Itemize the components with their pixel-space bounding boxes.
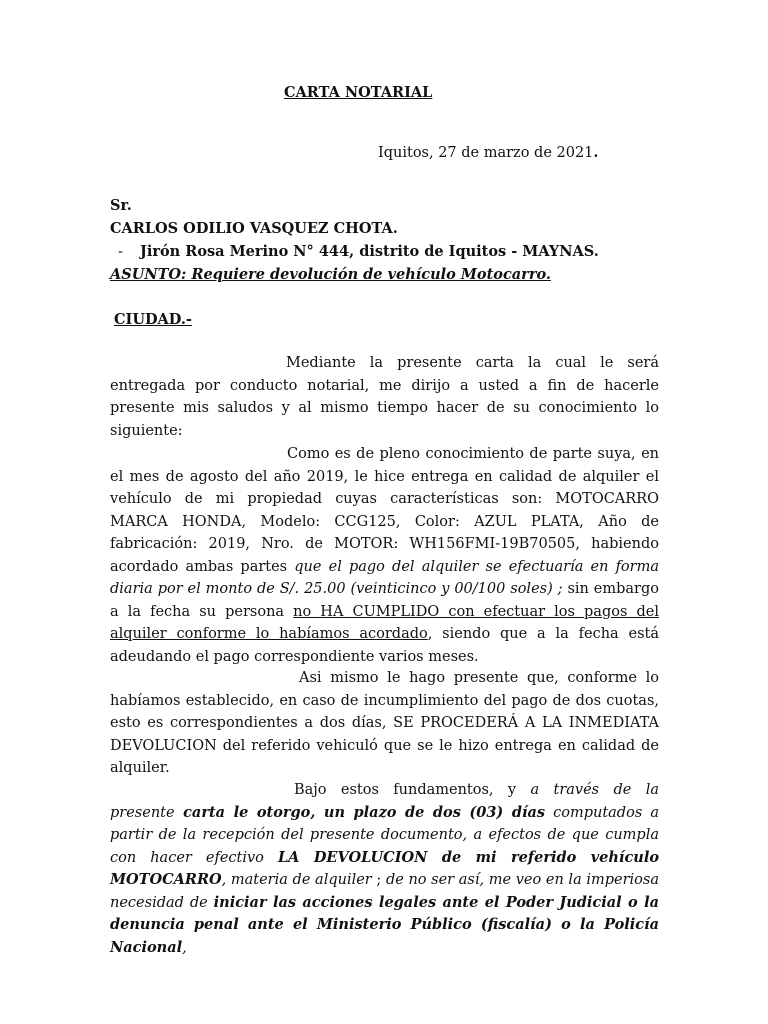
demand-s7: ; bbox=[371, 872, 386, 888]
demand-s2: a través de la presente bbox=[110, 782, 660, 821]
date-period: . bbox=[593, 144, 599, 161]
recipient-name: CARLOS ODILIO VASQUEZ CHOTA. bbox=[110, 220, 398, 237]
letter-date bbox=[378, 144, 598, 161]
city-line: CIUDAD.- bbox=[114, 311, 192, 328]
demand-s10: , bbox=[182, 939, 187, 956]
paragraph-demand-text bbox=[110, 779, 659, 959]
facts-payment-terms: que el pago del alquiler se efectuaría en forma diaria por el monto de S/. 25.00 (veinticinco y 00/100 soles) ; bbox=[110, 558, 659, 597]
paragraph-agreement-text: Asi mismo le hago presente que, conforme lo habíamos establecido, en caso de incumplimiento del pago de dos cuotas, esto es correspondientes a dos días, SE PROCEDERÁ A LA INMEDIATA DEVOLUCION del referido vehiculó que se le hizo entrega en calidad de alquiler. bbox=[110, 670, 659, 776]
demand-legal-actions: iniciar las acciones legales ante el Poder Judicial o la denuncia penal ante el Ministerio Público (fiscalía) o la Policía Nacional bbox=[110, 893, 659, 956]
demand-s8: de no ser así, me veo en la imperiosa necesidad de bbox=[110, 872, 659, 911]
address-dash: - bbox=[118, 244, 123, 260]
demand-s4: computados a partir de la recepción del presente documento, a efectos de que cumpla con hacer efectivo bbox=[110, 804, 659, 866]
facts-breach: no HA CUMPLIDO con efectuar los pagos del alquiler conforme lo habíamos acordado bbox=[110, 603, 659, 642]
facts-part3: , siendo que a la fecha está adeudando el pago correspondiente varios meses. bbox=[110, 626, 660, 665]
facts-part2: sin embargo a la fecha su persona bbox=[110, 581, 659, 620]
paragraph-intro bbox=[110, 352, 659, 442]
demand-s1: Bajo estos fundamentos, y bbox=[294, 782, 531, 798]
demand-s6: , materia de alquiler bbox=[221, 872, 372, 888]
recipient-address-line bbox=[118, 243, 599, 260]
document-title: CARTA NOTARIAL bbox=[284, 84, 433, 101]
demand-deadline: carta le otorgo, un plazo de dos (03) días bbox=[174, 803, 546, 821]
facts-part1: Como es de pleno conocimiento de parte suya, en el mes de agosto del año 2019, le hice entrega en calidad de alquiler el vehículo de mi propiedad cuyas características son: MOTOCARRO MARCA HONDA, Modelo: CCG125, Color: AZUL PLATA, Año de fabricación: 2019, Nro. de MOTOR: WH156FMI-19B70505, habiendo acordado ambas partes bbox=[110, 446, 659, 575]
paragraph-facts-text bbox=[110, 443, 659, 668]
recipient-address: Jirón Rosa Merino N° 444, distrito de Iquitos - MAYNAS. bbox=[140, 243, 599, 260]
recipient-salutation: Sr. bbox=[110, 197, 132, 214]
paragraph-intro-text: Mediante la presente carta la cual le será entregada por conducto notarial, me dirijo a usted a fin de hacerle presente mis saludos y al mismo tiempo hacer de su conocimiento lo siguiente: bbox=[110, 355, 659, 439]
demand-return: LA DEVOLUCION de mi referido vehículo MOTOCARRO bbox=[110, 848, 659, 888]
paragraph-facts bbox=[110, 443, 659, 668]
paragraph-agreement bbox=[110, 667, 659, 780]
paragraph-demand bbox=[110, 779, 659, 959]
date-text: Iquitos, 27 de marzo de 2021 bbox=[378, 145, 594, 161]
letter-subject: ASUNTO: Requiere devolución de vehículo Motocarro. bbox=[110, 266, 551, 283]
